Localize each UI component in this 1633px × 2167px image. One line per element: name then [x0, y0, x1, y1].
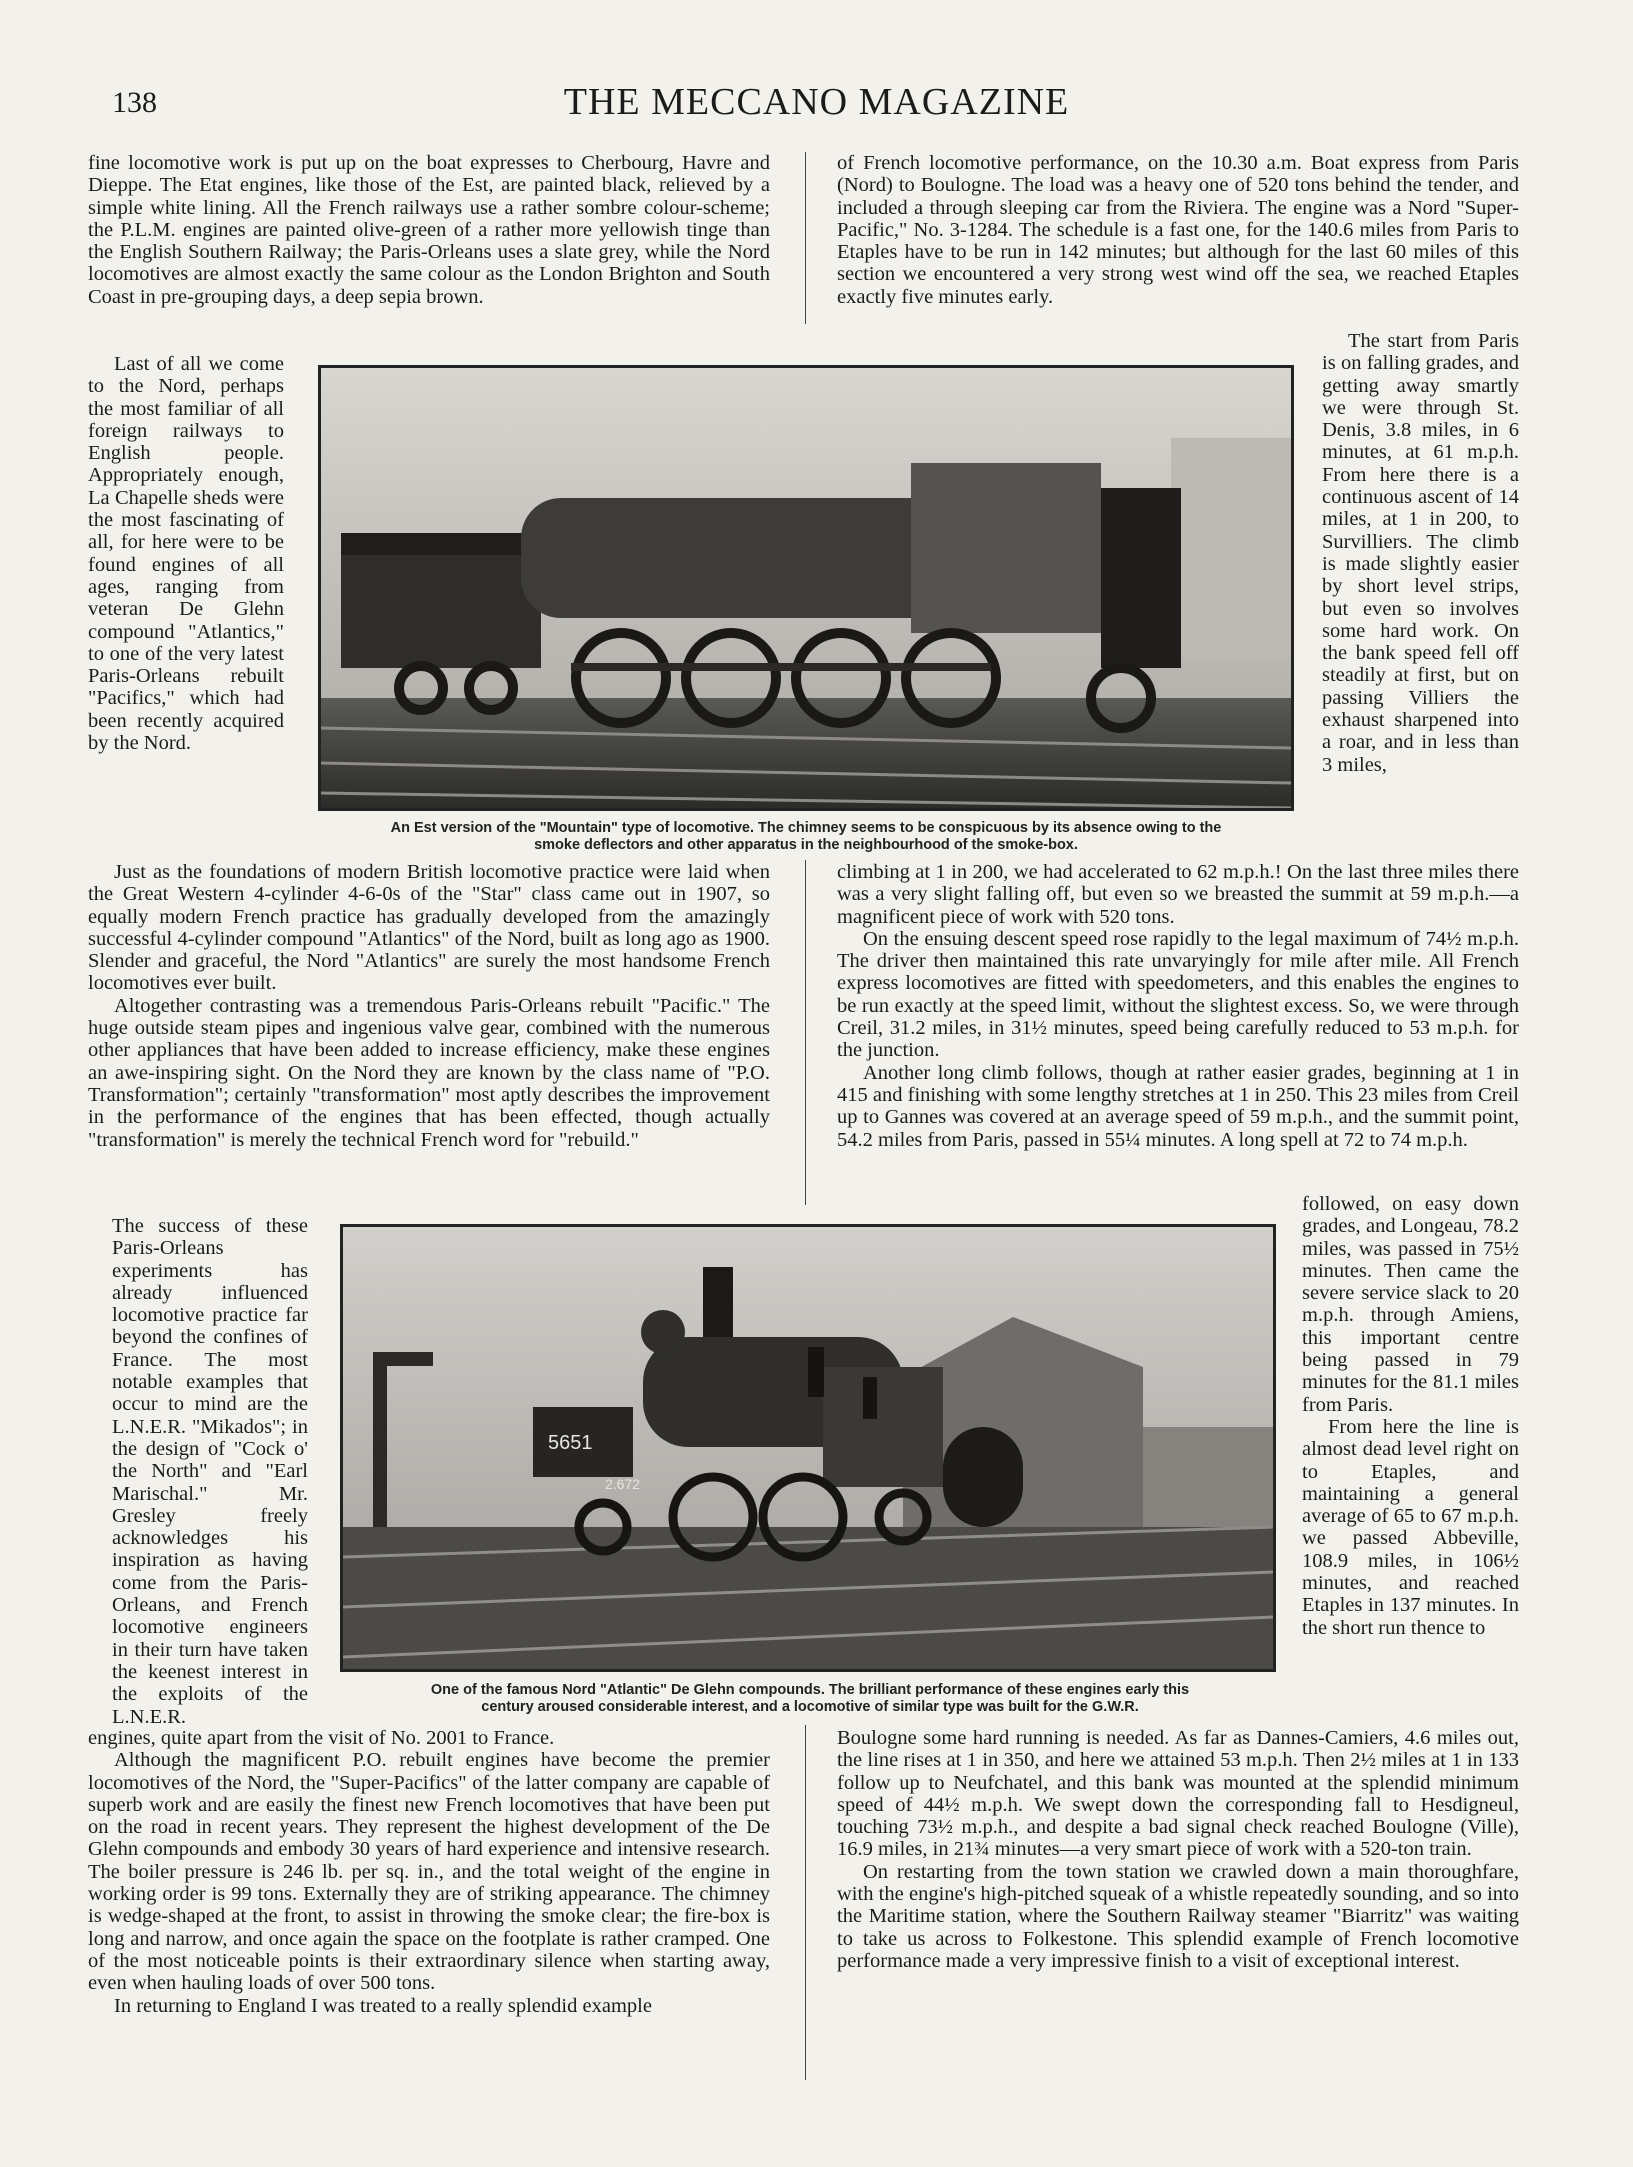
paragraph: On restarting from the town station we crawled down a main thoroughfare, with the engine's high-pitched squeak of a whistle repeatedly sounding, and so into the Maritime station, where the Southern Railway steamer "Biarritz" was waiting to take us across to Folkestone. This splendid example of French locomotive performance made a very impressive finish to a visit of exceptional interest. [837, 1860, 1519, 1972]
paragraph: Last of all we come to the Nord, perhaps the most familiar of all foreign railways to English people. Appropriately enough, La Chapelle sheds were the most fascinating of all, for here were to be found engines of all ages, ranging from veteran De Glehn compound "Atlantics," to one of the very latest Paris-Orleans rebuilt "Pacifics," which had been recently acquired by the Nord. [88, 353, 284, 755]
right-column-top [837, 152, 1519, 308]
photo-caption-2 [330, 1682, 1290, 1716]
left-column-middle [88, 861, 770, 1151]
paragraph: Although the magnificent P.O. rebuilt engines have become the premier locomotives of the Nord, the "Super-Pacifics" of the latter company are capable of superb work and are easily the finest new French locomotives that have been put on the road in recent years. They represent the highest development of the De Glehn compounds and embody 30 years of hard experience and intensive research. The boiler pressure is 246 lb. per sq. in., and the total weight of the engine in working order is 99 tons. Externally they are of striking appearance. The chimney is wedge-shaped at the front, to assist in throwing the smoke clear; the fire-box is long and narrow, and once again the space on the footplate is rather cramped. One of the most noticeable points is their extraordinary silence when starting away, even when hauling loads of over 500 tons. [88, 1749, 770, 1995]
right-column-bottom [837, 1727, 1519, 1972]
column-rule [805, 1725, 806, 2080]
magazine-title: THE MECCANO MAGAZINE [563, 81, 1070, 123]
left-narrow-text-2 [112, 1215, 308, 1728]
paragraph: fine locomotive work is put up on the boat expresses to Cherbourg, Havre and Dieppe. The Etat engines, like those of the Est, are painted black, relieved by a simple white lining. All the French railways use a rather sombre colour-scheme; the P.L.M. engines are painted olive-green of a rather more yellowish tinge than the English Southern Railway; the Paris-Orleans uses a slate grey, while the Nord locomotives are almost exactly the same colour as the London Brighton and South Coast in pre-grouping days, a deep sepia brown. [88, 152, 770, 308]
photo-nord-atlantic-locomotive [340, 1224, 1276, 1672]
left-column-bottom [88, 1727, 770, 2017]
tender-number: 5651 [548, 1432, 593, 1454]
paragraph: Another long climb follows, though at rather easier grades, beginning at 1 in 415 and finishing with some lengthy stretches at 1 in 250. This 23 miles from Creil up to Gannes was covered at an average speed of 59 m.p.h., and the summit point, 54.2 miles from Paris, passed in 55¼ minutes. A long spell at 72 to 74 m.p.h. [837, 1061, 1519, 1151]
paragraph: Just as the foundations of modern British locomotive practice were laid when the Great Western 4-cylinder 4-6-0s of the "Star" class came out in 1907, so equally modern French practice has gradually developed from the amazingly successful 4-cylinder compound "Atlantics" of the Nord, built as long ago as 1900. Slender and graceful, the Nord "Atlantics" are surely the most handsome French locomotives ever built. [88, 861, 770, 995]
left-column-top [88, 152, 770, 308]
paragraph: Altogether contrasting was a tremendous Paris-Orleans rebuilt "Pacific." The huge outside steam pipes and ingenious valve gear, combined with the numerous other appliances that have been added to increase efficiency, make these engines an awe-inspiring sight. On the Nord they are known by the class name of "P.O. Transformation"; certainly "transformation" most aptly describes the improvement in the performance of the engines that has been effected, though actually "transformation" is merely the technical French word for "rebuild." [88, 994, 770, 1151]
plate-number: 2.672 [605, 1476, 641, 1492]
right-narrow-text-2 [1302, 1193, 1519, 1639]
page-number: 138 [112, 86, 157, 119]
photo-caption-1 [318, 820, 1294, 854]
paragraph: In returning to England I was treated to a really splendid example [114, 1994, 652, 2017]
right-column-middle [837, 861, 1519, 1151]
column-rule [805, 152, 806, 324]
left-narrow-text-1 [88, 353, 284, 754]
paragraph: The start from Paris is on falling grades, and getting away smartly we were through St. Denis, 3.8 miles, in 6 minutes, at 61 m.p.h. From here there is a continuous ascent of 14 miles, at 1 in 200, to Survilliers. The climb is made slightly easier by short level strips, but even so involves some hard work. On the bank speed fell off steadily at first, but on passing Villiers the exhaust sharpened into a roar, and in less than 3 miles, [1322, 330, 1519, 776]
paragraph: On the ensuing descent speed rose rapidly to the legal maximum of 74½ m.p.h. The driver then maintained this rate unvaryingly for mile after mile. All French express locomotives are fitted with speedometers, and this enables the engines to be run exactly at the speed limit, without the slightest excess. So, we were through Creil, 31.2 miles, in 31½ minutes, speed being carefully reduced to 53 m.p.h. for the junction. [837, 927, 1519, 1062]
paragraph: From here the line is almost dead level right on to Etaples, and maintaining a general average of 65 to 67 m.p.h. we passed Abbeville, 108.9 miles, in 106½ minutes, and reached Etaples in 137 minutes. In the short run thence to [1302, 1415, 1519, 1639]
caption-line: One of the famous Nord "Atlantic" De Glehn compounds. The brilliant performance of these engines early this [430, 1682, 1190, 1698]
caption-line: century aroused considerable interest, and a locomotive of similar type was built for the G.W.R. [481, 1699, 1139, 1715]
photo-est-mountain-locomotive [318, 365, 1294, 811]
caption-line: An Est version of the "Mountain" type of locomotive. The chimney seems to be conspicuous by its absence owing to the [390, 820, 1222, 836]
paragraph: followed, on easy down grades, and Longeau, 78.2 miles, was passed in 75½ minutes. Then came the severe service slack to 20 m.p.h. through Amiens, this important centre being passed in 79 minutes for the 81.1 miles from Paris. [1302, 1193, 1519, 1416]
locomotive-illustration [343, 1227, 1273, 1669]
locomotive-illustration [321, 368, 1291, 808]
page-header [0, 80, 1633, 130]
paragraph: Boulogne some hard running is needed. As far as Dannes-Camiers, 4.6 miles out, the line rises at 1 in 350, and here we attained 53 m.p.h. Then 2½ miles at 1 in 133 follow up to Neufchatel, and this bank was mounted at the splendid minimum speed of 44½ m.p.h. We swept down the corresponding fall to Hesdigneul, touching 73½ m.p.h., and despite a bad signal check reached Boulogne (Ville), 16.9 miles, in 21¾ minutes—a very smart piece of work with a 520-ton train. [837, 1727, 1519, 1861]
right-narrow-text-1 [1322, 330, 1519, 776]
paragraph: of French locomotive performance, on the 10.30 a.m. Boat express from Paris (Nord) to Boulogne. The load was a heavy one of 520 tons behind the tender, and included a through sleeping car from the Riviera. The engine was a Nord "Super-Pacific," No. 3-1284. The schedule is a fast one, for the 140.6 miles from Paris to Etaples have to be run in 142 minutes; but although for the last 60 miles of this section we encountered a very strong west wind off the sea, we reached Etaples exactly five minutes early. [837, 152, 1519, 308]
paragraph: climbing at 1 in 200, we had accelerated to 62 m.p.h.! On the last three miles there was a very slight falling off, but even so we breasted the summit at 59 m.p.h.—a magnificent piece of work with 520 tons. [837, 861, 1519, 928]
paragraph: The success of these Paris-Orleans experiments has already influenced locomotive practice far beyond the confines of France. The most notable examples that occur to mind are the L.N.E.R. "Mikados"; in the design of "Cock o' the North" and "Earl Marischal." Mr. Gresley freely acknowledges his inspiration as having come from the Paris-Orleans, and French locomotive engineers in their turn have taken the keenest interest in the exploits of the L.N.E.R. [112, 1215, 308, 1728]
caption-line: smoke deflectors and other apparatus in the neighbourhood of the smoke-box. [534, 837, 1078, 853]
column-rule [805, 860, 806, 1205]
paragraph: engines, quite apart from the visit of No. 2001 to France. [88, 1727, 555, 1749]
